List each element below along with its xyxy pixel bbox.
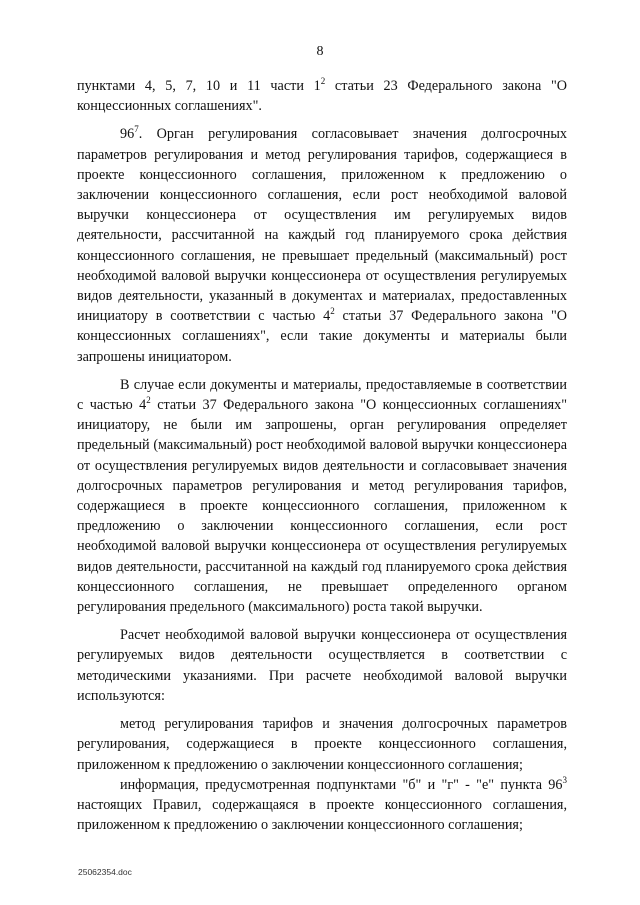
superscript: 2 xyxy=(320,76,326,86)
paragraph-text: пунктами 4, 5, 7, 10 и 11 части 1 xyxy=(77,78,321,94)
paragraph-text: статьи 37 Федерального закона "О концессионных соглашениях" инициатору, не были им запрошены, орган регулирования определяет предельный (максимальный) рост необходимой валовой выручки концессионера от осуществления регулируемых видов деятельности и согласовывает значения долгосрочных параметров регулирования и метод регулирования тарифов, содержащиеся в проекте концессионного соглашения, приложенном к предложению о заключении концессионного соглашения, если рост необходимой валовой выручки концессионера от осуществления регулируемых видов деятельности, рассчитанной на каждый год планируемого срока действия концессионного соглашения, не превышает определенного органом регулирования предельного (максимального) роста такой выручки. xyxy=(77,397,567,616)
file-name-footer: 25062354.doc xyxy=(78,867,132,877)
superscript: 7 xyxy=(134,124,139,135)
paragraph-text: В случае если документы и материалы, предоставляемые в соответствии с частью 4 xyxy=(77,376,567,414)
paragraph-continuation xyxy=(77,76,567,116)
page-number: 8 xyxy=(316,44,324,59)
superscript: 3 xyxy=(562,774,567,785)
paragraph-text: . Орган регулирования согласовывает значения долгосрочных параметров регулирования и метод регулирования тарифов, содержащиеся в проекте концессионного соглашения, приложенном к предложению о заключении концессионного соглашения, если рост необходимой валовой выручки концессионера от осуществления им регулируемых видов деятельности, рассчитанной на каждый год планируемого срока действия концессионного соглашения, не превышает предельный (максимальный) рост необходимой валовой выручки концессионера от осуществления регулируемых видов деятельности, указанный в документах и материалах, предоставленных инициатору в соответствии с частью 4 xyxy=(77,126,567,325)
superscript: 2 xyxy=(330,306,335,317)
paragraph-96-7 xyxy=(77,124,567,366)
document-body xyxy=(77,76,567,835)
paragraph-text: статьи 23 Федерального закона "О концессионных соглашениях". xyxy=(77,78,567,115)
superscript: 2 xyxy=(146,395,151,406)
paragraph-tariff-method: метод регулирования тарифов и значения долгосрочных параметров регулирования, содержащиеся в проекте концессионного соглашения, приложенном к предложению о заключении концессионного соглашения; xyxy=(77,716,567,773)
paragraph-text: статьи 37 Федерального закона "О концессионных соглашениях", если такие документы и материалы были запрошены инициатором. xyxy=(77,308,567,365)
paragraph-information xyxy=(77,775,567,836)
clause-number: 96 xyxy=(120,126,135,143)
paragraph-case-not-requested xyxy=(77,375,567,617)
paragraph-text: настоящих Правил, содержащаяся в проекте концессионного соглашения, приложенном к предложению о заключении концессионного соглашения; xyxy=(77,796,567,834)
paragraph-text: информация, предусмотренная подпунктами "б" и "г" - "е" пункта 96 xyxy=(120,776,563,793)
paragraph-calculation: Расчет необходимой валовой выручки концессионера от осуществления регулируемых видов деятельности осуществляется в соответствии с методическими указаниями. При расчете необходимой валовой выручки используются: xyxy=(77,627,567,704)
